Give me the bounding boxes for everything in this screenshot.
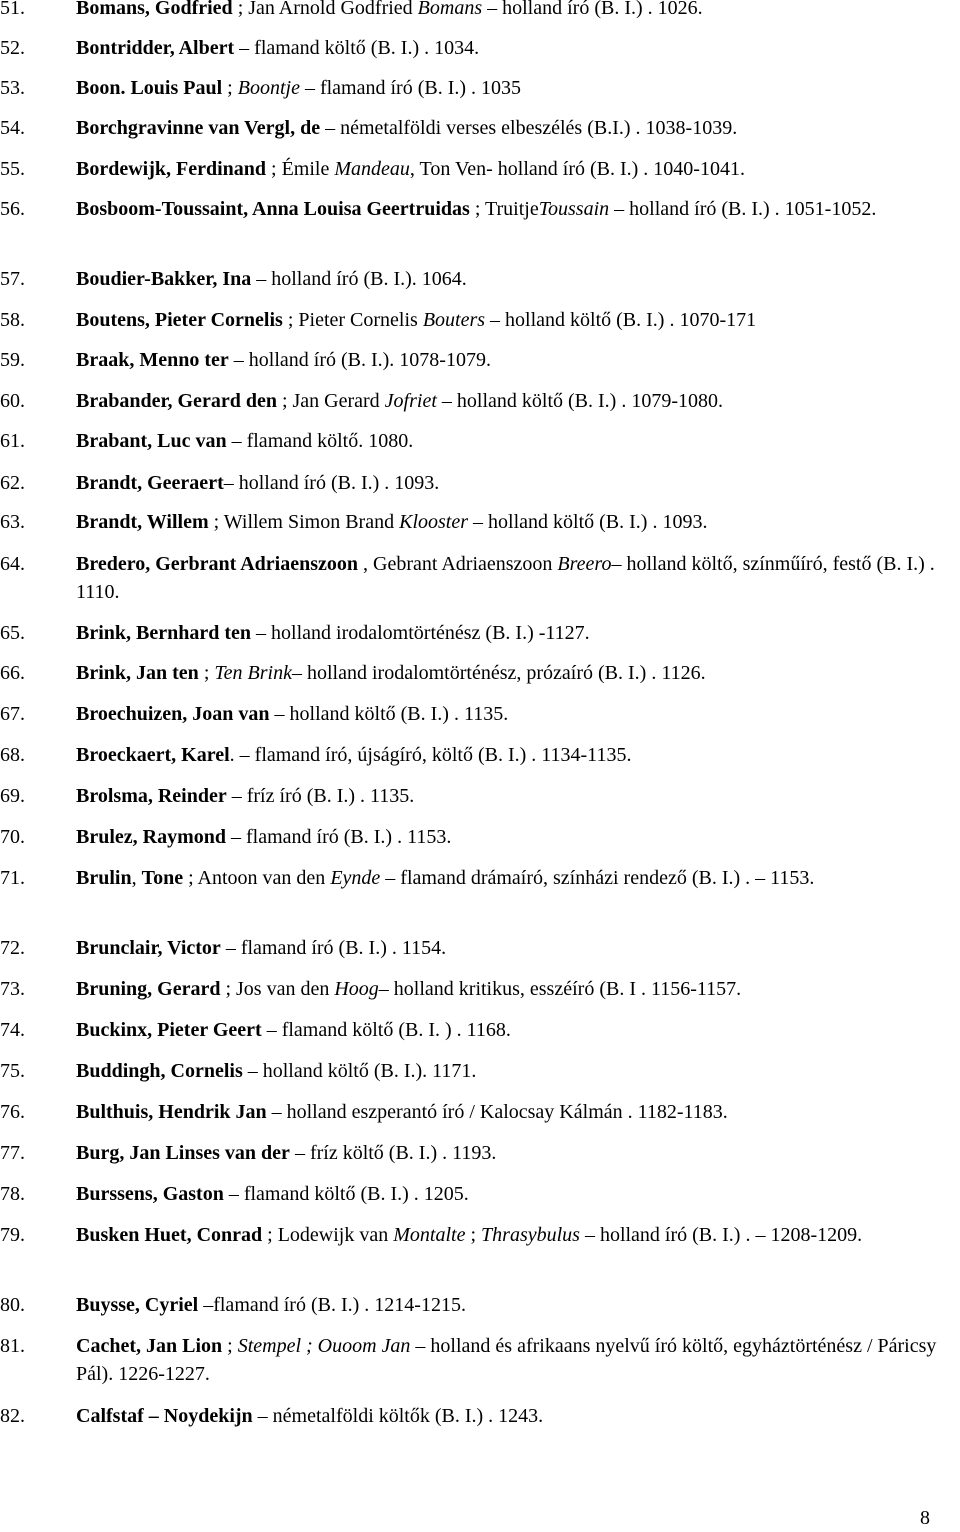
entry-number: 51. <box>0 0 25 19</box>
entry-text <box>76 114 956 142</box>
entry-detail: ; Jan Arnold Godfried <box>232 0 418 19</box>
entry-detail: – holland költő (B. I.) . 1079-1080. <box>436 390 723 412</box>
entry-number: 65. <box>0 622 25 644</box>
entry-detail: – holland író (B. I.) . 1026. <box>482 0 703 19</box>
entry-name: Brandt, Geeraert <box>76 472 224 494</box>
entry-number: 69. <box>0 785 25 807</box>
entry-number: 68. <box>0 744 25 766</box>
entry-detail: – holland kritikus, esszéíró (B. I . 1156-1157. <box>378 978 742 1000</box>
entry-number: 77. <box>0 1142 25 1164</box>
entry-number: 76. <box>0 1101 25 1123</box>
entry-text <box>76 741 956 769</box>
entry-text <box>76 1098 956 1126</box>
entry-text <box>76 1016 956 1044</box>
entry-text <box>76 550 956 606</box>
entry-name: Tone <box>141 867 184 889</box>
entry-text <box>76 387 956 415</box>
entry-number: 67. <box>0 703 25 725</box>
entry-number: 52. <box>0 37 25 59</box>
entry-detail: – flamand költő. 1080. <box>226 430 414 452</box>
entry-name: Buysse, Cyriel <box>76 1294 199 1316</box>
entry-number: 66. <box>0 662 25 684</box>
entry-pseudonym: Bouters <box>422 309 486 331</box>
entry-name: Boutens, Pieter Cornelis <box>76 309 283 331</box>
entry-detail: – holland költő (B. I.) . 1070-171 <box>485 309 757 331</box>
entry-pseudonym: Jofriet <box>384 390 437 412</box>
entry-number: 53. <box>0 77 25 99</box>
entry-text <box>76 427 956 455</box>
entry-name: Boon. Louis Paul <box>76 77 223 99</box>
entry-detail: ; Émile <box>266 158 335 180</box>
entry-detail: ; Willem Simon Brand <box>208 511 400 533</box>
entry-detail: – holland költő (B. I.). 1171. <box>242 1060 477 1082</box>
entry-detail: – holland író (B. I.). 1078-1079. <box>228 349 491 371</box>
entry-name: Bruning, Gerard <box>76 978 221 1000</box>
entry-name: Brink, Bernhard ten <box>76 622 252 644</box>
entry-text <box>76 619 956 647</box>
entry-detail: – holland költő (B. I.) . 1135. <box>269 703 509 725</box>
entry-text <box>76 74 956 102</box>
entry-text <box>76 1291 956 1319</box>
entry-text <box>76 1402 956 1430</box>
entry-number: 59. <box>0 349 25 371</box>
entry-text <box>76 0 956 22</box>
entry-text <box>76 934 956 962</box>
entry-detail: ; Jan Gerard <box>276 390 385 412</box>
entry-pseudonym: Eynde <box>330 867 381 889</box>
entry-detail: – flamand költő (B. I.) . 1205. <box>223 1183 469 1205</box>
entry-detail: – flamand író (B. I.) . 1035 <box>299 77 522 99</box>
entry-text <box>76 1332 956 1388</box>
entry-detail: ; Jos van den <box>220 978 335 1000</box>
entry-text <box>76 1180 956 1208</box>
entry-number: 71. <box>0 867 25 889</box>
entry-detail: – holland író (B. I.) . 1093. <box>223 472 440 494</box>
entry-name: Brabander, Gerard den <box>76 390 277 412</box>
entry-detail: – flamand író (B. I.) . 1154. <box>220 937 447 959</box>
entry-name: Bomans, Godfried <box>76 0 233 19</box>
entry-pseudonym: Montalte <box>393 1224 466 1246</box>
entry-number: 82. <box>0 1405 25 1427</box>
entry-detail: ; <box>465 1224 482 1246</box>
entry-number: 70. <box>0 826 25 848</box>
entry-detail: ; Lodewijk van <box>262 1224 394 1246</box>
entry-detail: – flamand drámaíró, színházi rendező (B. I.) . – 1153. <box>380 867 815 889</box>
entry-number: 73. <box>0 978 25 1000</box>
entry-number: 56. <box>0 198 25 220</box>
entry-number: 60. <box>0 390 25 412</box>
entry-text <box>76 1139 956 1167</box>
entry-text <box>76 469 956 497</box>
entry-detail: – holland író (B. I.). 1064. <box>251 268 467 290</box>
entry-number: 58. <box>0 309 25 331</box>
entry-name: Boudier-Bakker, Ina <box>76 268 252 290</box>
entry-name: Buddingh, Cornelis <box>76 1060 243 1082</box>
entry-name: Bredero, Gerbrant Adriaenszoon <box>76 553 359 575</box>
entry-detail: –flamand író (B. I.) . 1214-1215. <box>198 1294 466 1316</box>
entry-pseudonym: Stempel ; Ouoom Jan <box>237 1335 411 1357</box>
entry-detail: – flamand író (B. I.) . 1153. <box>226 826 452 848</box>
entry-number: 75. <box>0 1060 25 1082</box>
entry-name: Bosboom-Toussaint, Anna Louisa Geertruidas <box>76 198 470 220</box>
entry-name: Burg, Jan Linses van der <box>76 1142 290 1164</box>
entry-detail: – flamand költő (B. I. ) . 1168. <box>261 1019 511 1041</box>
entry-text <box>76 195 956 223</box>
entry-detail: – holland és afrikaans nyelvű író költő, egyháztörténész / Páricsy Pál). 1226-1227. <box>76 1335 937 1385</box>
entry-detail: , <box>131 867 142 889</box>
entry-name: Borchgravinne van Vergl, de <box>76 117 321 139</box>
entry-name: Brulin <box>76 867 132 889</box>
entry-pseudonym: Hoog <box>334 978 379 1000</box>
entry-text <box>76 155 956 183</box>
entry-number: 57. <box>0 268 25 290</box>
entry-text <box>76 265 956 293</box>
entry-name: Cachet, Jan Lion <box>76 1335 223 1357</box>
entry-text <box>76 700 956 728</box>
entry-name: Bordewijk, Ferdinand <box>76 158 267 180</box>
entry-detail: – holland költő (B. I.) . 1093. <box>468 511 708 533</box>
entry-text <box>76 823 956 851</box>
entry-name: Bulthuis, Hendrik Jan <box>76 1101 267 1123</box>
entry-number: 79. <box>0 1224 25 1246</box>
entry-pseudonym: Breero <box>557 553 612 575</box>
entry-pseudonym: Bomans <box>417 0 483 19</box>
entry-pseudonym: Mandeau <box>334 158 410 180</box>
entry-pseudonym: Thrasybulus <box>481 1224 580 1246</box>
entry-name: Brulez, Raymond <box>76 826 226 848</box>
entry-text <box>76 975 956 1003</box>
entry-detail: – holland költő, színműíró, festő (B. I.) . 1110. <box>76 553 935 603</box>
entry-number: 72. <box>0 937 25 959</box>
entry-pseudonym: Ten Brink <box>214 662 292 684</box>
entry-number: 54. <box>0 117 25 139</box>
entry-name: Brink, Jan ten <box>76 662 199 684</box>
entry-name: Broechuizen, Joan van <box>76 703 270 725</box>
entry-detail: , Ton Ven- holland író (B. I.) . 1040-1041. <box>409 158 745 180</box>
entry-number: 62. <box>0 472 25 494</box>
entry-text <box>76 508 956 536</box>
entry-detail: ; Antoon van den <box>183 867 331 889</box>
entry-detail: ; <box>198 662 215 684</box>
entry-detail: ; Truitje <box>469 198 539 220</box>
entry-detail: ; <box>222 77 238 99</box>
entry-number: 81. <box>0 1335 25 1357</box>
entry-name: Bontridder, Albert <box>76 37 235 59</box>
entry-name: Calfstaf – Noydekijn <box>76 1405 253 1427</box>
entry-name: Burssens, Gaston <box>76 1183 224 1205</box>
entry-name: Broeckaert, Karel <box>76 744 230 766</box>
entry-text <box>76 864 956 892</box>
entry-text <box>76 659 956 687</box>
entry-number: 80. <box>0 1294 25 1316</box>
entry-detail: – holland eszperantó író / Kalocsay Kálmán . 1182-1183. <box>266 1101 728 1123</box>
entry-name: Buckinx, Pieter Geert <box>76 1019 262 1041</box>
entry-detail: – németalföldi verses elbeszélés (B.I.) . 1038-1039. <box>320 117 738 139</box>
entry-detail: – holland irodalomtörténész (B. I.) -1127. <box>251 622 590 644</box>
entry-detail: – holland irodalomtörténész, prózaíró (B. I.) . 1126. <box>291 662 706 684</box>
entry-text <box>76 782 956 810</box>
entry-name: Brandt, Willem <box>76 511 209 533</box>
entry-number: 61. <box>0 430 25 452</box>
entry-name: Braak, Menno ter <box>76 349 229 371</box>
page-number: 8 <box>920 1507 930 1529</box>
entry-name: Brunclair, Victor <box>76 937 221 959</box>
entry-text <box>76 346 956 374</box>
entry-number: 63. <box>0 511 25 533</box>
entry-detail: – flamand költő (B. I.) . 1034. <box>234 37 480 59</box>
entry-detail: – fríz költő (B. I.) . 1193. <box>289 1142 497 1164</box>
entry-detail: ; <box>222 1335 238 1357</box>
entry-text <box>76 306 956 334</box>
entry-text <box>76 1221 956 1249</box>
entry-name: Busken Huet, Conrad <box>76 1224 263 1246</box>
entry-text <box>76 1057 956 1085</box>
entry-detail: – németalföldi költők (B. I.) . 1243. <box>252 1405 544 1427</box>
entry-detail: , Gebrant Adriaenszoon <box>358 553 558 575</box>
entry-text <box>76 34 956 62</box>
entry-detail: – holland író (B. I.) . – 1208-1209. <box>579 1224 863 1246</box>
entry-number: 74. <box>0 1019 25 1041</box>
entry-name: Brolsma, Reinder <box>76 785 227 807</box>
entry-name: Brabant, Luc van <box>76 430 227 452</box>
entry-pseudonym: Boontje <box>237 77 300 99</box>
entry-pseudonym: Klooster <box>399 511 469 533</box>
entry-number: 78. <box>0 1183 25 1205</box>
entry-number: 55. <box>0 158 25 180</box>
entry-detail: – fríz író (B. I.) . 1135. <box>226 785 415 807</box>
entry-detail: – holland író (B. I.) . 1051-1052. <box>609 198 877 220</box>
entry-pseudonym: Toussain <box>538 198 610 220</box>
entry-number: 64. <box>0 553 25 575</box>
entry-detail: . – flamand író, újságíró, költő (B. I.) . 1134-1135. <box>229 744 632 766</box>
entry-detail: ; Pieter Cornelis <box>282 309 423 331</box>
